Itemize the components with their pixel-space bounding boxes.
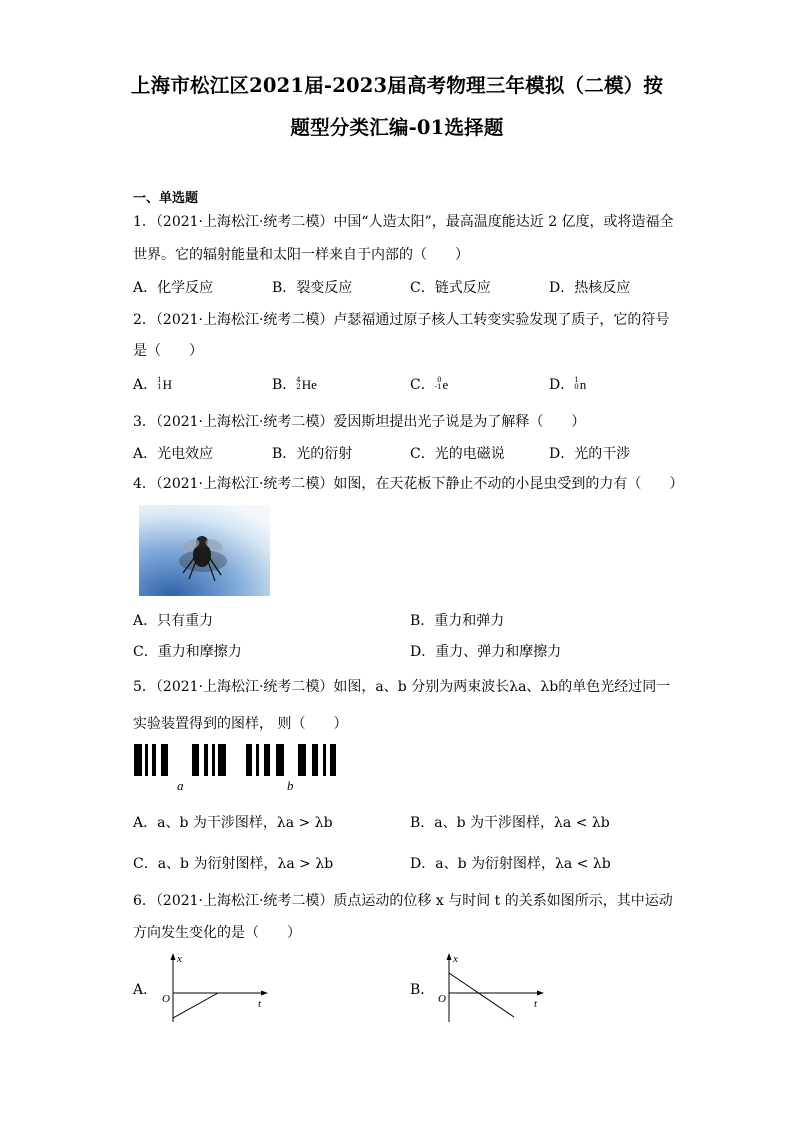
q2-b-symbol: He xyxy=(301,377,317,392)
q4-option-b[interactable]: B．重力和弹力 xyxy=(410,613,505,629)
q2-option-b[interactable] xyxy=(272,374,317,394)
q6-stem-line-1: 6．（2021·上海松江·统考二模）质点运动的位移 x 与时间 t 的关系如图所示，其中运动 xyxy=(133,893,673,909)
q4-option-c[interactable]: C．重力和摩擦力 xyxy=(133,644,242,660)
q6-a-y-axis-label: x xyxy=(177,953,182,965)
q2-option-c[interactable] xyxy=(410,374,448,394)
q6-a-origin-label: O xyxy=(162,993,170,1005)
q3-option-d[interactable]: D．光的干涉 xyxy=(549,446,631,462)
insect-photo xyxy=(139,505,270,596)
q5-stem-line-2: 实验装置得到的图样， 则（ ） xyxy=(133,716,348,732)
q6-b-x-axis-label: t xyxy=(534,998,538,1010)
q2-stem-line-1: 2．（2021·上海松江·统考二模）卢瑟福通过原子核人工转变实验发现了质子，它的符号 xyxy=(133,312,670,328)
q2-option-a-label: A． xyxy=(133,377,158,393)
q6-a-x-axis-label: t xyxy=(258,998,262,1010)
q2-option-d[interactable] xyxy=(549,374,586,394)
section-heading: 一、单选题 xyxy=(133,191,199,206)
q5-option-d[interactable]: D．a、b 为衍射图样，λa < λb xyxy=(410,856,611,872)
q2-d-atomic-number: 0 xyxy=(574,383,579,391)
q1-option-b[interactable]: B．裂变反应 xyxy=(272,280,353,296)
q3-stem-line-1: 3．（2021·上海松江·统考二模）爱因斯坦提出光子说是为了解释（ ） xyxy=(133,414,586,430)
q4-stem-line-1: 4．（2021·上海松江·统考二模）如图，在天花板下静止不动的小昆虫受到的力有（ ） xyxy=(133,476,684,492)
q2-option-a[interactable] xyxy=(133,374,172,394)
fringe-label-a: a xyxy=(177,778,184,793)
q6-b-y-axis-label: x xyxy=(453,953,458,965)
fringe-label-b: b xyxy=(287,778,294,793)
q3-option-c[interactable]: C．光的电磁说 xyxy=(410,446,505,462)
q6-option-a-label[interactable]: A． xyxy=(133,982,158,998)
q2-c-mass-number: 0 xyxy=(437,376,442,384)
q5-option-b[interactable]: B．a、b 为干涉图样，λa < λb xyxy=(410,815,610,831)
q5-option-c[interactable]: C．a、b 为衍射图样，λa > λb xyxy=(133,856,334,872)
q1-option-c[interactable]: C．链式反应 xyxy=(410,280,491,296)
q1-option-d[interactable]: D．热核反应 xyxy=(549,280,631,296)
q2-d-symbol: n xyxy=(579,377,587,392)
q2-b-atomic-number: 2 xyxy=(296,383,301,391)
q2-stem-line-2: 是（ ） xyxy=(133,343,203,359)
q4-option-d[interactable]: D．重力、弹力和摩擦力 xyxy=(410,644,562,660)
q3-option-b[interactable]: B．光的衍射 xyxy=(272,446,353,462)
q6-stem-line-2: 方向发生变化的是（ ） xyxy=(133,925,301,941)
page-title-line-1: 上海市松江区2021届-2023届高考物理三年模拟（二模）按 xyxy=(130,74,664,97)
q4-option-a[interactable]: A．只有重力 xyxy=(133,613,214,629)
q2-b-mass-number: 4 xyxy=(296,376,301,384)
q2-a-mass-number: 1 xyxy=(157,376,162,384)
q5-stem-line-1: 5．（2021·上海松江·统考二模）如图，a、b 分别为两束波长λa、λb的单色光经过同一 xyxy=(133,679,671,695)
fringe-pattern-a xyxy=(134,744,226,776)
q2-option-d-label: D． xyxy=(549,377,575,393)
q1-stem-line-1: 1．（2021·上海松江·统考二模）中国“人造太阳”，最高温度能达近 2 亿度，或将造福全 xyxy=(133,214,674,230)
q2-c-symbol: e xyxy=(442,377,449,392)
q6-option-b-graph[interactable] xyxy=(436,950,551,1025)
q5-option-a[interactable]: A．a、b 为干涉图样，λa > λb xyxy=(133,815,333,831)
q1-option-a[interactable]: A．化学反应 xyxy=(133,280,214,296)
q6-option-a-graph[interactable] xyxy=(160,950,275,1025)
q2-a-atomic-number: 1 xyxy=(157,383,162,391)
q2-option-c-label: C． xyxy=(410,377,435,393)
q3-option-a[interactable]: A．光电效应 xyxy=(133,446,214,462)
q6-b-origin-label: O xyxy=(438,993,446,1005)
page-title-line-2: 题型分类汇编-01选择题 xyxy=(290,116,504,139)
q2-a-symbol: H xyxy=(162,377,172,392)
fringe-pattern-b xyxy=(246,744,336,776)
q1-stem-line-2: 世界。它的辐射能量和太阳一样来自于内部的（ ） xyxy=(133,247,469,263)
q6-option-b-label[interactable]: B． xyxy=(410,982,435,998)
q2-option-b-label: B． xyxy=(272,377,297,393)
q2-d-mass-number: 1 xyxy=(574,376,579,384)
q2-c-atomic-number: -1 xyxy=(434,383,442,391)
